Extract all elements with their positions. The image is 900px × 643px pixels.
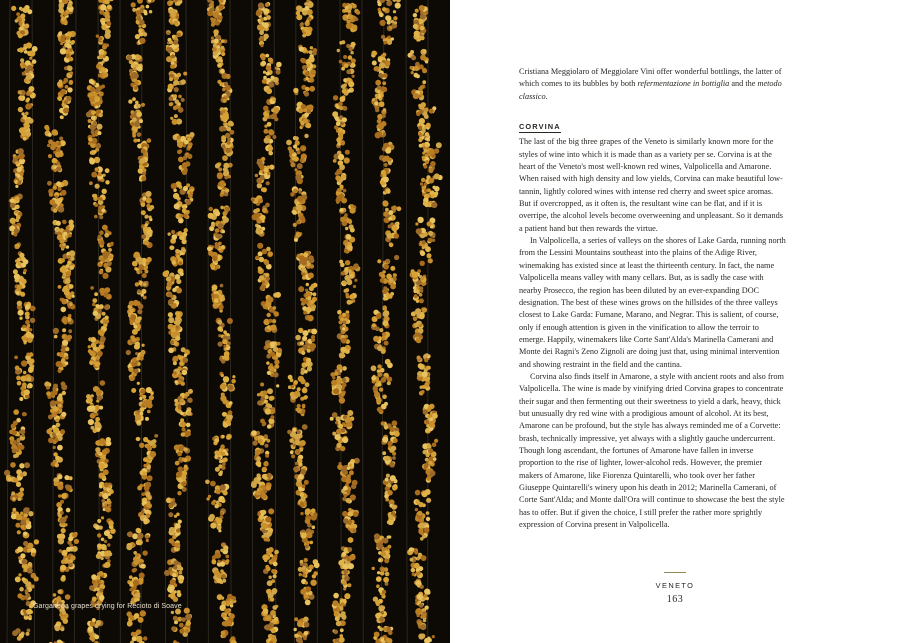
page-number: 163	[666, 594, 684, 605]
page-footer	[450, 572, 900, 605]
text-page	[450, 0, 900, 643]
paragraph-2: In Valpolicella, a series of valleys on the shores of Lake Garda, running north from the Lessini Mountains southeast into the plains of the Adige River, winemaking has existed since at least the thirteenth century. In fact, the name Valpolicella means valley with many cellars. But, as is sadly the case with nearby Prosecco, the region has been diluted by an ever-expanding DOC designation. The best of these wines grows on the hillsides of the three valleys closest to Lake Garda: Fumane, Marano, and Negrar. This is salient, of course, only if enough attention is given in the vinification to allow the terroir to emerge. Happily, winemakers like Corte Sant'Alda's Marinella Camerani and Monte dei Ragni's Zeno Zignoli are doing just that, using minimal intervention and showing restraint in the field and the cantina.	[519, 236, 786, 369]
footer-rule	[664, 572, 686, 573]
photo-caption: Garganega grapes drying for Recioto di Soave	[33, 603, 182, 610]
section-heading: CORVINA	[519, 122, 561, 132]
paragraph-1: The last of the big three grapes of the Veneto is similarly known more for the styles of wine into which it is made than as a variety per se. Corvina is at the heart of the Veneto's most well-known red wines, Valpolicella and Amarone. When raised with high density and low yields, Corvina can make beautiful low-tannin, lightly colored wines with intense red cherry and sweet spice aromas. But if overcropped, as it often is, the resultant wine can be flat, and if it is overripe, the alcohol levels become overweening and unpleasant. So it demands a patient hand but then rewards the virtue.	[519, 137, 783, 233]
running-footer-section: VENETO	[655, 581, 695, 590]
paragraph-3: Corvina also finds itself in Amarone, a style with ancient roots and also from Valpolicella. The wine is made by vinifying dried Corvina grapes to concentrate their sugar and then fermenting out their sweetness to yield a dark, heavy, thick but unusually dry red wine with a prodigious amount of alcohol. At its best, Amarone can be profound, but the style has always reminded me of a Corvette: brash, technically impressive, yet always with a slightly gauche undercurrent. Though long ascendant, the fortunes of Amarone have fallen in inverse proportion to the rise of lighter, lower-alcohol reds. However, the premier makers of Amarone, like Fiorenza Quintarelli, who took over her father Giuseppe Quintarelli's winery upon his death in 2012; Marinella Camerani, of Corte Sant'Alda; and Monte dall'Ora will continue to showcase the best the style has to offer. But if given the choice, I still prefer the rather more sprightly expression of Corvina present in Valpolicella.	[519, 371, 785, 530]
intro-paragraph: Cristiana Meggiolaro of Meggiolare Vini offer wonderful bottlings, the latter of which comes to its bubbles by both refermentazione in bottiglia and the metodo classico.	[519, 67, 782, 101]
text-column	[519, 66, 786, 531]
